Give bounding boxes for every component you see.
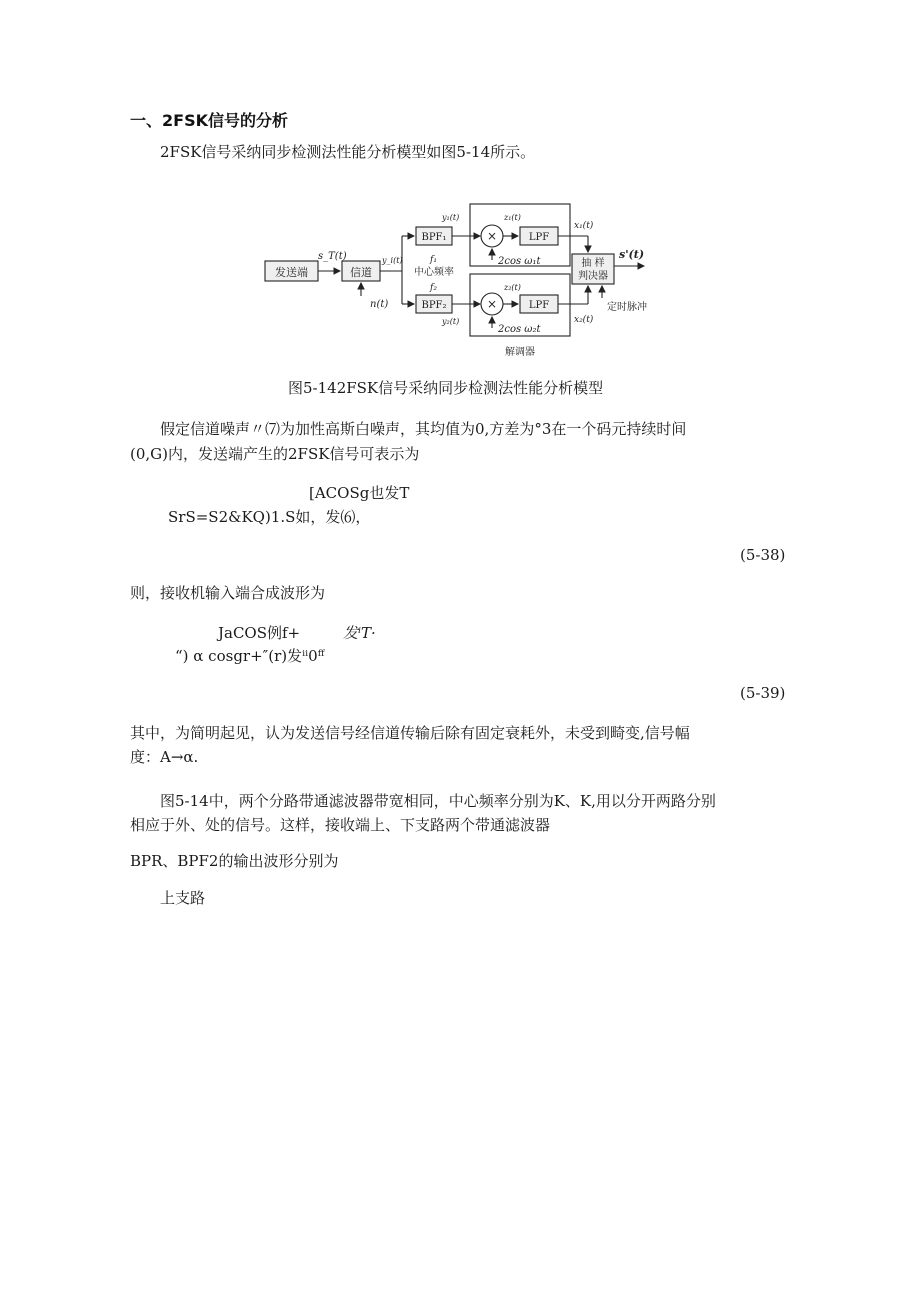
para2: 则，接收机输入端合成波形为 <box>130 584 326 602</box>
eq2-line1b: 发ⁱT· <box>343 624 376 642</box>
para1-line2: (0,G)内，发送端产生的2FSK信号可表示为 <box>130 445 420 463</box>
center-freq-label: 中心频率 <box>414 267 454 278</box>
bpf1-label: BPF₁ <box>421 232 447 243</box>
intro-paragraph: 2FSK信号采纳同步检测法性能分析模型如图5-14所示。 <box>160 143 536 161</box>
bpf2-label: BPF₂ <box>421 300 447 311</box>
n-label: n(t) <box>370 299 389 310</box>
section-heading: 一、2FSK信号的分析 <box>130 111 288 130</box>
carrier1-label: 2cos ω₁t <box>498 256 541 267</box>
para6: 上支路 <box>160 889 206 907</box>
z2-label: z₂(t) <box>504 283 521 292</box>
multiplier-lower-symbol: × <box>486 297 498 311</box>
multiplier-upper-symbol: × <box>486 229 498 243</box>
para4-line2: 相应于外、处的信号。这样，接收端上、下支路两个带通滤波器 <box>130 816 551 834</box>
decider-label-2: 判决器 <box>578 271 608 282</box>
channel-label: 信道 <box>350 266 372 279</box>
x1-label: x₁(t) <box>574 221 594 231</box>
sT-label: s_T(t) <box>318 251 347 262</box>
yi-label: y_i(t) <box>382 256 403 265</box>
demodulator-label: 解调器 <box>505 347 535 358</box>
block-diagram <box>262 200 672 362</box>
lpf1-label: LPF <box>528 232 550 243</box>
para1-line1: 假定信道噪声〃⑺为加性高斯白噪声，其均值为0,方差为°3在一个码元持续时间 <box>160 420 687 438</box>
para3-line1: 其中，为简明起见，认为发送信号经信道传输后除有固定衰耗外，未受到畸变,信号幅 <box>130 724 690 742</box>
lpf2-label: LPF <box>528 300 550 311</box>
eq1-number: (5-38) <box>740 546 786 564</box>
x2-label: x₂(t) <box>574 315 594 325</box>
eq1-line2: SrS=S2&KQ)1.S如，发⑹， <box>168 508 371 526</box>
decider-label-1: 抽 样 <box>581 258 605 269</box>
output-label: s'(t) <box>619 248 645 261</box>
carrier2-label: 2cos ω₂t <box>498 324 541 335</box>
eq2-line1a: JaCOS例f+ <box>218 624 301 642</box>
sender-label: 发送端 <box>275 266 308 279</box>
para4-line1: 图5-14中，两个分路带通滤波器带宽相同，中心频率分别为K、K,用以分开两路分别 <box>160 792 716 810</box>
y1-label: y₁(t) <box>442 213 460 222</box>
para3-line2: 度：A→α. <box>130 748 199 766</box>
f1-label: f₁ <box>430 255 437 265</box>
z1-label: z₁(t) <box>504 213 521 222</box>
eq2-number: (5-39) <box>740 684 786 702</box>
para5: BPR、BPF2的输出波形分别为 <box>130 852 339 870</box>
y2-label: y₂(t) <box>442 317 460 326</box>
figure-caption: 图5-142FSK信号采纳同步检测法性能分析模型 <box>288 379 604 397</box>
eq2-line2: “) α cosgr+″(r)发ⁱⁱ0ᶠᶠ <box>175 647 325 665</box>
eq1-line1: [ACOSg也发T <box>309 484 410 502</box>
timing-label: 定时脉冲 <box>607 302 647 313</box>
f2-label: f₂ <box>430 283 437 293</box>
